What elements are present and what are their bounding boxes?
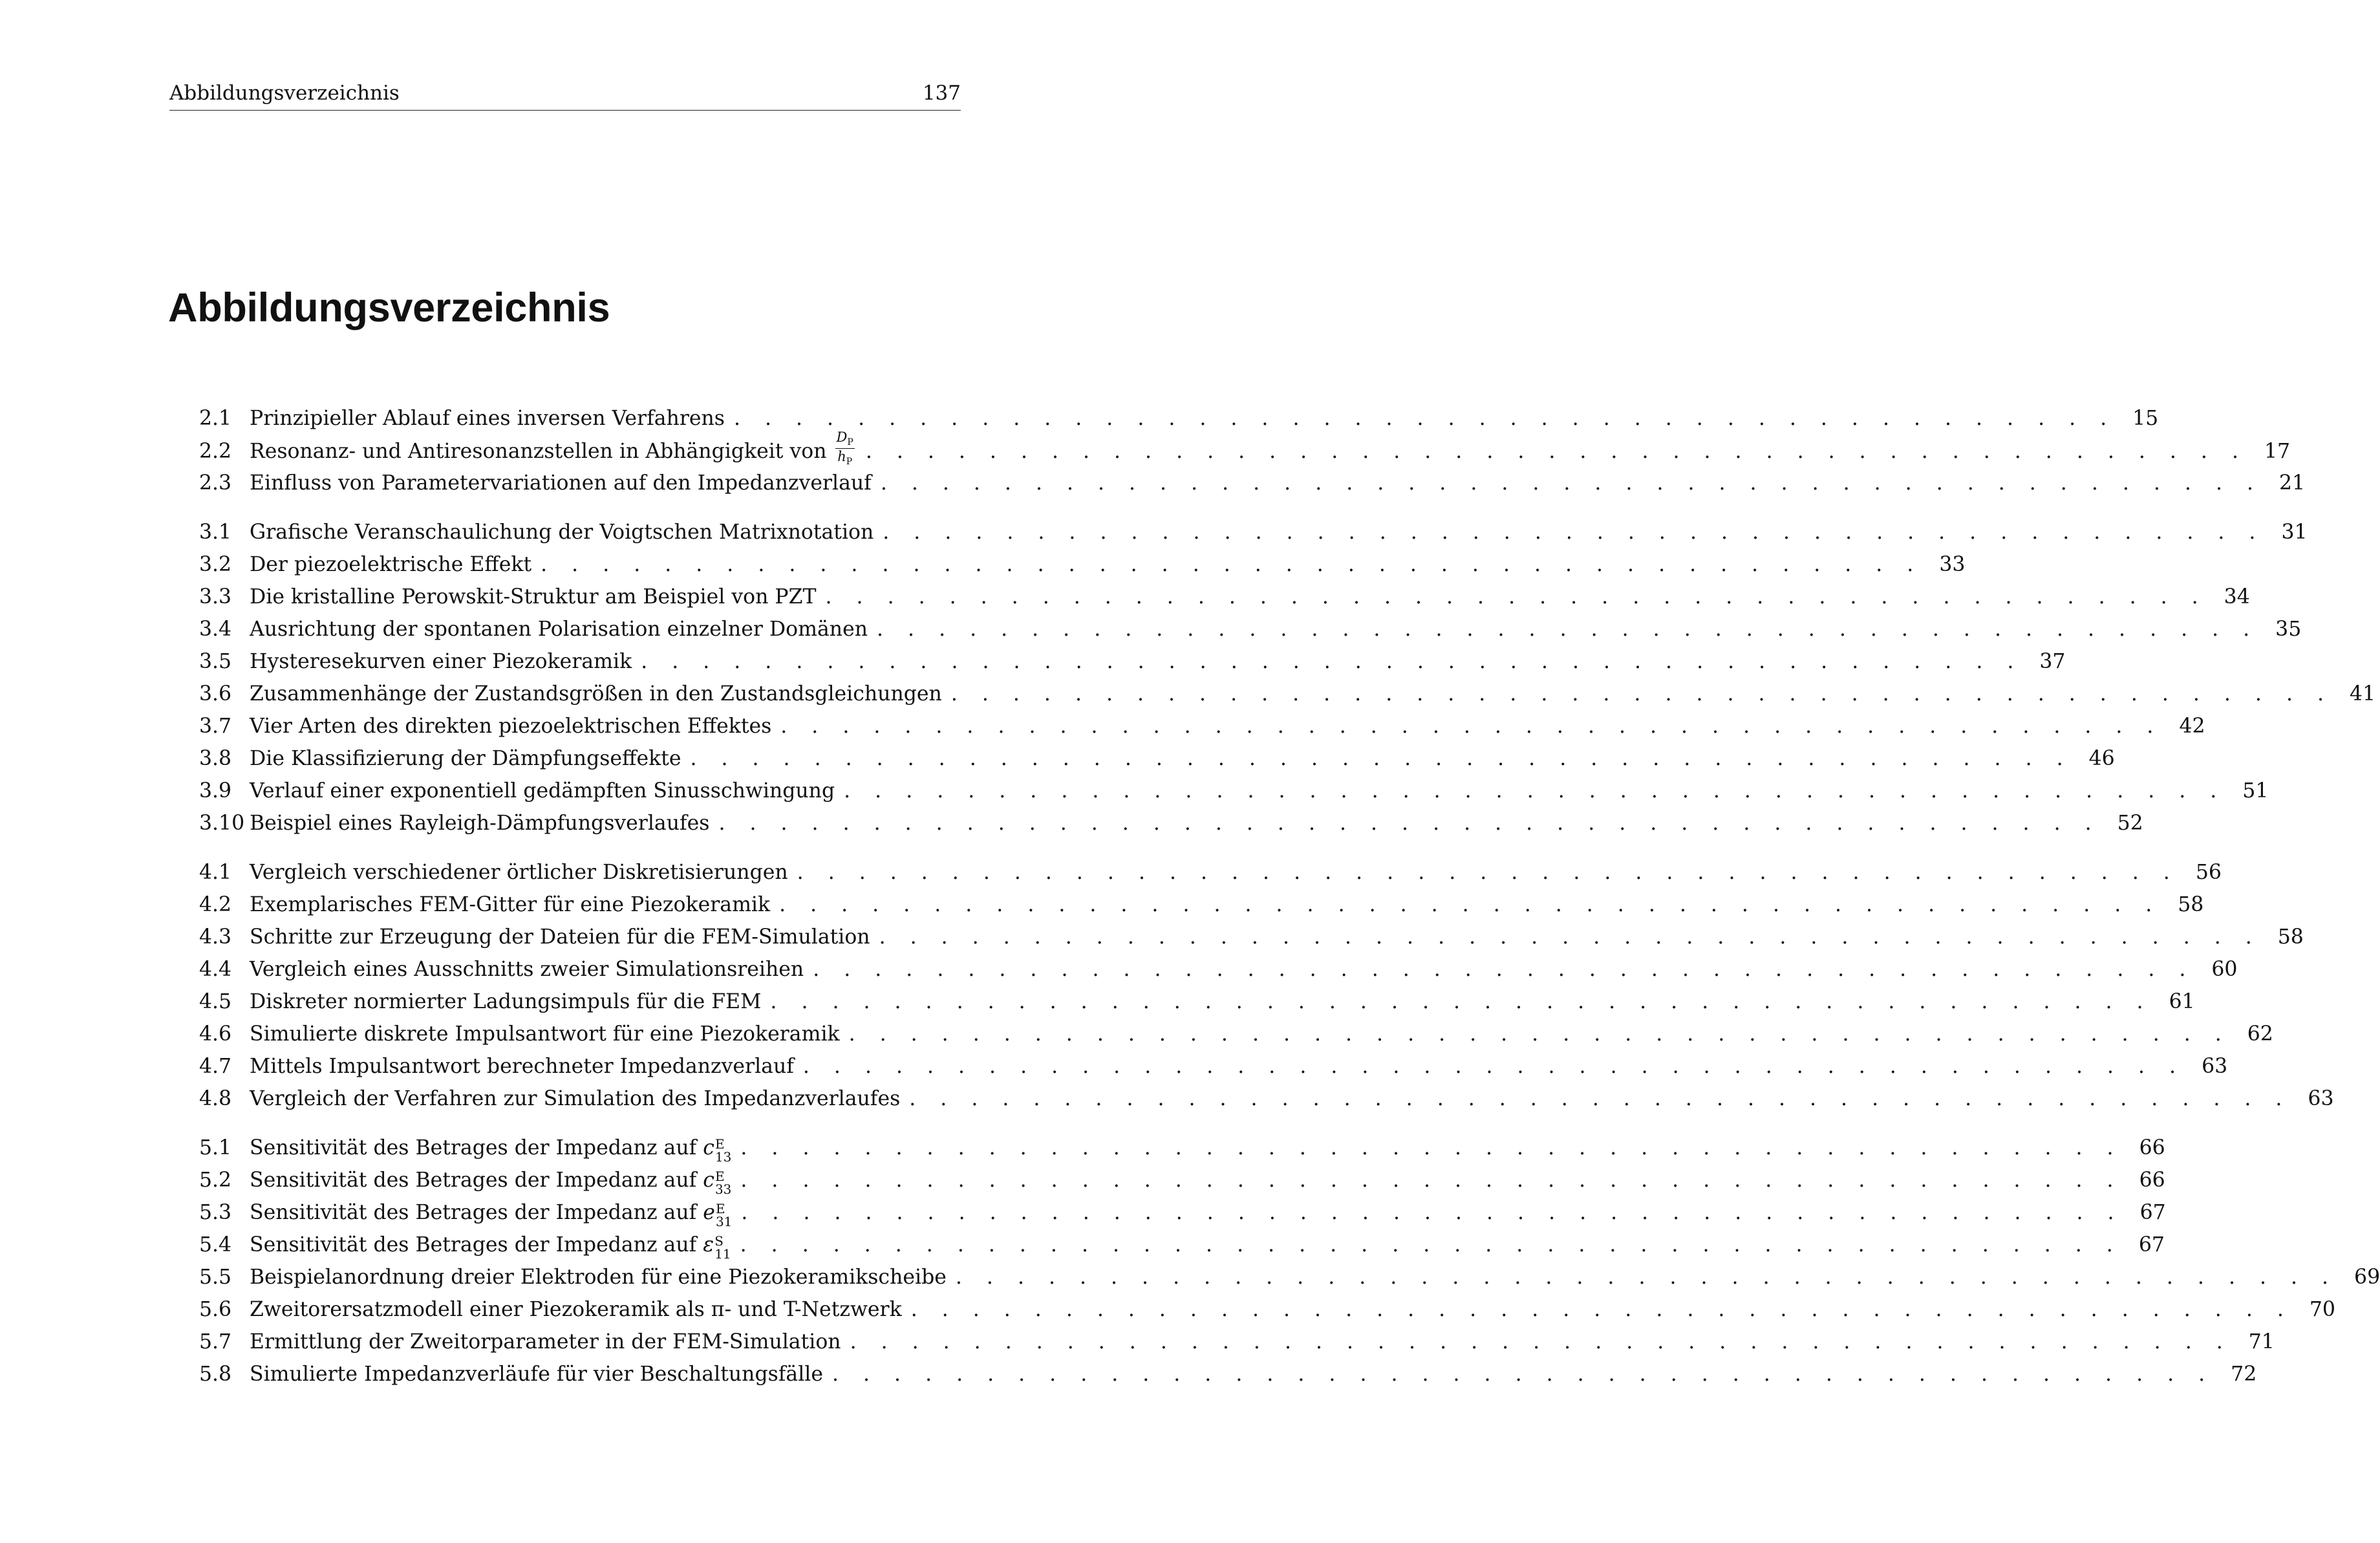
figure-number: 4.4 bbox=[199, 958, 232, 981]
figure-title bbox=[250, 1229, 731, 1261]
figure-title: Zusammenhänge der Zustandsgrößen in den Zustandsgleichungen bbox=[250, 682, 942, 706]
dot-leader: . . . . . . . . . . . . . . . . . . . . . . . . . . . . . . . . . . . . . . . . . . . . . bbox=[740, 1136, 2123, 1160]
figure-number: 5.3 bbox=[199, 1201, 232, 1224]
page-number: 37 bbox=[2039, 650, 2066, 673]
page-number: 33 bbox=[1939, 553, 1966, 576]
figure-title: Simulierte diskrete Impulsantwort für eine Piezokeramik bbox=[250, 1022, 840, 1046]
toc-group-chapter-3 bbox=[199, 516, 2376, 839]
page-number: 62 bbox=[2247, 1022, 2273, 1046]
figure-number: 5.5 bbox=[199, 1266, 232, 1289]
page-number: 41 bbox=[2350, 682, 2376, 706]
super-subscript bbox=[715, 1138, 731, 1163]
subscript: 33 bbox=[714, 1181, 732, 1197]
figure-number: 2.1 bbox=[199, 407, 232, 430]
dot-leader: . . . . . . . . . . . . . . . . . . . . . . . . . . . . . . . . . . . . . . . . . . . . . bbox=[541, 553, 1923, 576]
figure-title bbox=[250, 1132, 731, 1164]
page-number: 63 bbox=[2202, 1055, 2228, 1078]
toc-group-chapter-2 bbox=[199, 402, 2306, 499]
toc-entry[interactable] bbox=[199, 889, 2204, 921]
toc-entry[interactable] bbox=[199, 645, 2066, 678]
super-subscript bbox=[715, 1170, 731, 1196]
figure-number: 4.3 bbox=[199, 925, 232, 949]
figure-number: 3.4 bbox=[199, 618, 232, 641]
symbol-base: e bbox=[703, 1201, 715, 1224]
dot-leader: . . . . . . . . . . . . . . . . . . . . . . . . . . . . . . . . . . . . . . . . . . . . . bbox=[740, 1169, 2123, 1192]
figure-number: 3.7 bbox=[199, 715, 232, 738]
dot-leader: . . . . . . . . . . . . . . . . . . . . . . . . . . . . . . . . . . . . . . . . . . . . . bbox=[733, 407, 2116, 430]
subscript: 31 bbox=[715, 1213, 733, 1229]
toc-entry[interactable] bbox=[199, 1164, 2165, 1197]
running-header bbox=[169, 79, 961, 111]
dot-leader: . . . . . . . . . . . . . . . . . . . . . . . . . . . . . . . . . . . . . . . . . . . . . bbox=[844, 779, 2226, 803]
figure-title: Die Klassifizierung der Dämpfungseffekte bbox=[250, 747, 681, 770]
dot-leader: . . . . . . . . . . . . . . . . . . . . . . . . . . . . . . . . . . . . . . . . . . . . . bbox=[802, 1055, 2185, 1078]
page-number: 31 bbox=[2281, 521, 2308, 544]
page-number: 69 bbox=[2354, 1266, 2380, 1289]
running-header-page-number: 137 bbox=[922, 81, 961, 105]
symbol-h: h bbox=[837, 449, 846, 465]
figure-title bbox=[250, 1164, 731, 1196]
figure-number: 4.7 bbox=[199, 1055, 232, 1078]
dot-leader: . . . . . . . . . . . . . . . . . . . . . . . . . . . . . . . . . . . . . . . . . . . . . bbox=[883, 521, 2265, 544]
page-number: 58 bbox=[2178, 893, 2204, 916]
dot-leader: . . . . . . . . . . . . . . . . . . . . . . . . . . . . . . . . . . . . . . . . . . . . . bbox=[825, 585, 2207, 609]
toc-entry[interactable] bbox=[199, 953, 2238, 986]
symbol-c-e-33 bbox=[703, 1164, 731, 1196]
symbol-e-e-31 bbox=[703, 1196, 732, 1229]
figure-title: Exemplarisches FEM-Gitter für eine Piezokeramik bbox=[250, 893, 771, 916]
dot-leader: . . . . . . . . . . . . . . . . . . . . . . . . . . . . . . . . . . . . . . . . . . . . . bbox=[910, 1298, 2293, 1321]
toc-entry[interactable] bbox=[199, 921, 2304, 953]
toc-entry[interactable] bbox=[199, 710, 2205, 742]
page-number: 21 bbox=[2278, 471, 2306, 495]
dot-leader: . . . . . . . . . . . . . . . . . . . . . . . . . . . . . . . . . . . . . . . . . . . . . bbox=[779, 893, 2161, 916]
dot-leader: . . . . . . . . . . . . . . . . . . . . . . . . . . . . . . . . . . . . . . . . . . . . . bbox=[813, 958, 2195, 981]
superscript: S bbox=[714, 1233, 724, 1249]
page-number: 17 bbox=[2264, 440, 2291, 464]
dot-leader: . . . . . . . . . . . . . . . . . . . . . . . . . . . . . . . . . . . . . . . . . . . . . bbox=[770, 990, 2152, 1013]
symbol-epsilon-s-11 bbox=[703, 1229, 731, 1261]
dot-leader: . . . . . . . . . . . . . . . . . . . . . . . . . . . . . . . . . . . . . . . . . . . . . bbox=[909, 1087, 2291, 1110]
subscript-p: P bbox=[846, 457, 853, 468]
figure-title: Hysteresekurven einer Piezokeramik bbox=[250, 650, 632, 673]
page-number: 67 bbox=[2139, 1201, 2166, 1224]
toc-entry[interactable] bbox=[199, 775, 2269, 807]
figure-title: Beispielanordnung dreier Elektroden für eine Piezokeramikscheibe bbox=[250, 1266, 947, 1289]
page-number: 72 bbox=[2231, 1363, 2257, 1386]
symbol-c-e-13 bbox=[703, 1132, 731, 1164]
subscript: 13 bbox=[714, 1149, 732, 1165]
dot-leader: . . . . . . . . . . . . . . . . . . . . . . . . . . . . . . . . . . . . . . . . . . . . . bbox=[832, 1363, 2214, 1386]
toc-entry[interactable] bbox=[199, 429, 2291, 468]
dot-leader: . . . . . . . . . . . . . . . . . . . . . . . . . . . . . . . . . . . . . . . . . . . . . bbox=[740, 1233, 2122, 1257]
toc-entry[interactable] bbox=[199, 1293, 2335, 1326]
dot-leader: . . . . . . . . . . . . . . . . . . . . . . . . . . . . . . . . . . . . . . . . . . . . . bbox=[955, 1266, 2338, 1289]
dot-leader: . . . . . . . . . . . . . . . . . . . . . . . . . . . . . . . . . . . . . . . . . . . . . bbox=[950, 682, 2333, 706]
figure-title: Vergleich verschiedener örtlicher Diskretisierungen bbox=[250, 861, 788, 884]
figure-number: 5.8 bbox=[199, 1363, 232, 1386]
dot-leader: . . . . . . . . . . . . . . . . . . . . . . . . . . . . . . . . . . . . . . . . . . . . . bbox=[850, 1330, 2232, 1354]
page-number: 51 bbox=[2242, 779, 2269, 803]
symbol-base: c bbox=[703, 1169, 714, 1192]
figure-title: Einfluss von Parametervariationen auf den Impedanzverlauf bbox=[250, 471, 872, 495]
toc-group-chapter-4 bbox=[199, 856, 2334, 1115]
toc-entry[interactable] bbox=[199, 581, 2250, 613]
figure-number: 4.1 bbox=[199, 861, 232, 884]
figure-title: Vergleich eines Ausschnitts zweier Simulationsreihen bbox=[250, 958, 804, 981]
figure-number: 3.8 bbox=[199, 747, 232, 770]
figure-title-text: Sensitivität des Betrages der Impedanz auf bbox=[250, 1201, 697, 1224]
page-number: 58 bbox=[2277, 925, 2304, 949]
subscript: 11 bbox=[714, 1246, 731, 1262]
figure-number: 5.7 bbox=[199, 1330, 232, 1354]
symbol-base: ε bbox=[703, 1233, 714, 1257]
figure-title: Diskreter normierter Ladungsimpuls für die FEM bbox=[250, 990, 762, 1013]
toc-entry[interactable] bbox=[199, 1261, 2380, 1293]
figure-number: 2.2 bbox=[199, 440, 232, 464]
subscript-p: P bbox=[847, 437, 853, 448]
page-number: 34 bbox=[2224, 585, 2250, 609]
figure-title-text: Sensitivität des Betrages der Impedanz auf bbox=[250, 1169, 697, 1192]
toc-entry[interactable] bbox=[199, 516, 2308, 548]
dot-leader: . . . . . . . . . . . . . . . . . . . . . . . . . . . . . . . . . . . . . . . . . . . . . bbox=[877, 618, 2259, 641]
dot-leader: . . . . . . . . . . . . . . . . . . . . . . . . . . . . . . . . . . . . . . . . . . . . . bbox=[641, 650, 2023, 673]
figure-number: 4.2 bbox=[199, 893, 232, 916]
figure-title: Ausrichtung der spontanen Polarisation einzelner Domänen bbox=[250, 618, 868, 641]
figure-title bbox=[250, 429, 857, 470]
toc-entry[interactable] bbox=[199, 742, 2115, 775]
dot-leader: . . . . . . . . . . . . . . . . . . . . . . . . . . . . . . . . . . . . . . . . . . . . . bbox=[797, 861, 2179, 884]
figure-title: Vergleich der Verfahren zur Simulation des Impedanzverlaufes bbox=[250, 1087, 901, 1110]
figure-title-text: Sensitivität des Betrages der Impedanz auf bbox=[250, 1233, 697, 1257]
page-number: 15 bbox=[2132, 407, 2159, 430]
toc-entry[interactable] bbox=[199, 1196, 2166, 1229]
dot-leader: . . . . . . . . . . . . . . . . . . . . . . . . . . . . . . . . . . . . . . . . . . . . . bbox=[741, 1201, 2123, 1224]
figure-title: Der piezoelektrische Effekt bbox=[250, 553, 532, 576]
page-number: 66 bbox=[2139, 1169, 2165, 1192]
figure-title: Schritte zur Erzeugung der Dateien für die FEM-Simulation bbox=[250, 925, 870, 949]
figure-number: 3.3 bbox=[199, 585, 232, 609]
figure-number: 3.9 bbox=[199, 779, 232, 803]
figure-number: 4.6 bbox=[199, 1022, 232, 1046]
toc-entry[interactable] bbox=[199, 678, 2376, 710]
page-number: 70 bbox=[2309, 1298, 2335, 1321]
fraction-denominator bbox=[835, 449, 855, 466]
toc-entry[interactable] bbox=[199, 1132, 2165, 1165]
page-number: 67 bbox=[2138, 1233, 2165, 1257]
symbol-d: D bbox=[836, 429, 848, 445]
page-number: 71 bbox=[2248, 1330, 2275, 1354]
toc-entry[interactable] bbox=[199, 807, 2143, 839]
toc-entry[interactable] bbox=[199, 548, 1966, 581]
page-number: 42 bbox=[2179, 715, 2205, 738]
figure-number: 3.5 bbox=[199, 650, 232, 673]
figure-title: Vier Arten des direkten piezoelektrischen Effektes bbox=[250, 715, 772, 738]
dot-leader: . . . . . . . . . . . . . . . . . . . . . . . . . . . . . . . . . . . . . . . . . . . . . bbox=[718, 812, 2101, 835]
page-number: 52 bbox=[2117, 812, 2143, 835]
figure-title: Prinzipieller Ablauf eines inversen Verfahrens bbox=[250, 407, 725, 430]
figure-number: 4.8 bbox=[199, 1087, 232, 1110]
superscript: E bbox=[714, 1136, 725, 1152]
toc-entry[interactable] bbox=[199, 1229, 2165, 1262]
dot-leader: . . . . . . . . . . . . . . . . . . . . . . . . . . . . . . . . . . . . . . . . . . . . . bbox=[780, 715, 2163, 738]
dot-leader: . . . . . . . . . . . . . . . . . . . . . . . . . . . . . . . . . . . . . . . . . . . . . bbox=[880, 471, 2262, 495]
super-subscript bbox=[714, 1235, 731, 1260]
figure-title: Verlauf einer exponentiell gedämpften Sinusschwingung bbox=[250, 779, 835, 803]
fraction-numerator bbox=[835, 431, 855, 449]
toc-entry[interactable] bbox=[199, 613, 2302, 645]
page-number: 60 bbox=[2211, 958, 2238, 981]
dot-leader: . . . . . . . . . . . . . . . . . . . . . . . . . . . . . . . . . . . . . . . . . . . . . bbox=[865, 440, 2247, 464]
super-subscript bbox=[716, 1202, 732, 1228]
figure-number: 5.1 bbox=[199, 1136, 232, 1160]
dot-leader: . . . . . . . . . . . . . . . . . . . . . . . . . . . . . . . . . . . . . . . . . . . . . bbox=[879, 925, 2261, 949]
figure-number: 5.2 bbox=[199, 1169, 232, 1192]
page-number: 35 bbox=[2275, 618, 2302, 641]
toc-entry[interactable] bbox=[199, 1083, 2334, 1115]
fraction-dp-over-hp bbox=[835, 431, 855, 466]
toc-entry[interactable] bbox=[199, 1050, 2228, 1083]
figure-number: 3.1 bbox=[199, 521, 232, 544]
toc-entry[interactable] bbox=[199, 856, 2222, 889]
toc-group-chapter-5 bbox=[199, 1132, 2380, 1390]
page-number: 63 bbox=[2308, 1087, 2334, 1110]
superscript: E bbox=[715, 1200, 725, 1216]
toc-entry[interactable] bbox=[199, 1326, 2275, 1358]
figure-number: 3.10 bbox=[199, 812, 245, 835]
figure-title: Mittels Impulsantwort berechneter Impedanzverlauf bbox=[250, 1055, 794, 1078]
dot-leader: . . . . . . . . . . . . . . . . . . . . . . . . . . . . . . . . . . . . . . . . . . . . . bbox=[690, 747, 2072, 770]
running-header-title: Abbildungsverzeichnis bbox=[169, 81, 400, 105]
toc-entry[interactable] bbox=[199, 986, 2195, 1018]
figure-number: 2.3 bbox=[199, 471, 232, 495]
figure-title: Grafische Veranschaulichung der Voigtschen Matrixnotation bbox=[250, 521, 874, 544]
figure-number: 5.4 bbox=[199, 1233, 232, 1257]
figure-number: 3.6 bbox=[199, 682, 232, 706]
toc-entry[interactable] bbox=[199, 1358, 2257, 1390]
figure-title: Ermittlung der Zweitorparameter in der FEM-Simulation bbox=[250, 1330, 841, 1354]
list-of-figures bbox=[199, 402, 2380, 1390]
symbol-base: c bbox=[703, 1136, 714, 1160]
page-number: 66 bbox=[2139, 1136, 2165, 1160]
superscript: E bbox=[714, 1168, 725, 1184]
figure-title bbox=[250, 1196, 732, 1229]
page-number: 61 bbox=[2169, 990, 2195, 1013]
page-number: 56 bbox=[2195, 861, 2222, 884]
figure-title: Zweitorersatzmodell einer Piezokeramik als π- und T-Netzwerk bbox=[250, 1298, 902, 1321]
figure-number: 4.5 bbox=[199, 990, 232, 1013]
dot-leader: . . . . . . . . . . . . . . . . . . . . . . . . . . . . . . . . . . . . . . . . . . . . . bbox=[848, 1022, 2231, 1046]
toc-entry[interactable] bbox=[199, 467, 2306, 499]
figure-number: 5.6 bbox=[199, 1298, 232, 1321]
figure-title: Die kristalline Perowskit-Struktur am Beispiel von PZT bbox=[250, 585, 817, 609]
chapter-title: Abbildungsverzeichnis bbox=[168, 285, 610, 330]
figure-number: 3.2 bbox=[199, 553, 232, 576]
figure-title-text: Resonanz- und Antiresonanzstellen in Abhängigkeit von bbox=[250, 440, 827, 464]
toc-entry[interactable] bbox=[199, 1018, 2273, 1050]
figure-title-text: Sensitivität des Betrages der Impedanz auf bbox=[250, 1136, 697, 1160]
figure-title: Simulierte Impedanzverläufe für vier Beschaltungsfälle bbox=[250, 1363, 823, 1386]
page-number: 46 bbox=[2088, 747, 2115, 770]
figure-title: Beispiel eines Rayleigh-Dämpfungsverlaufes bbox=[250, 812, 710, 835]
